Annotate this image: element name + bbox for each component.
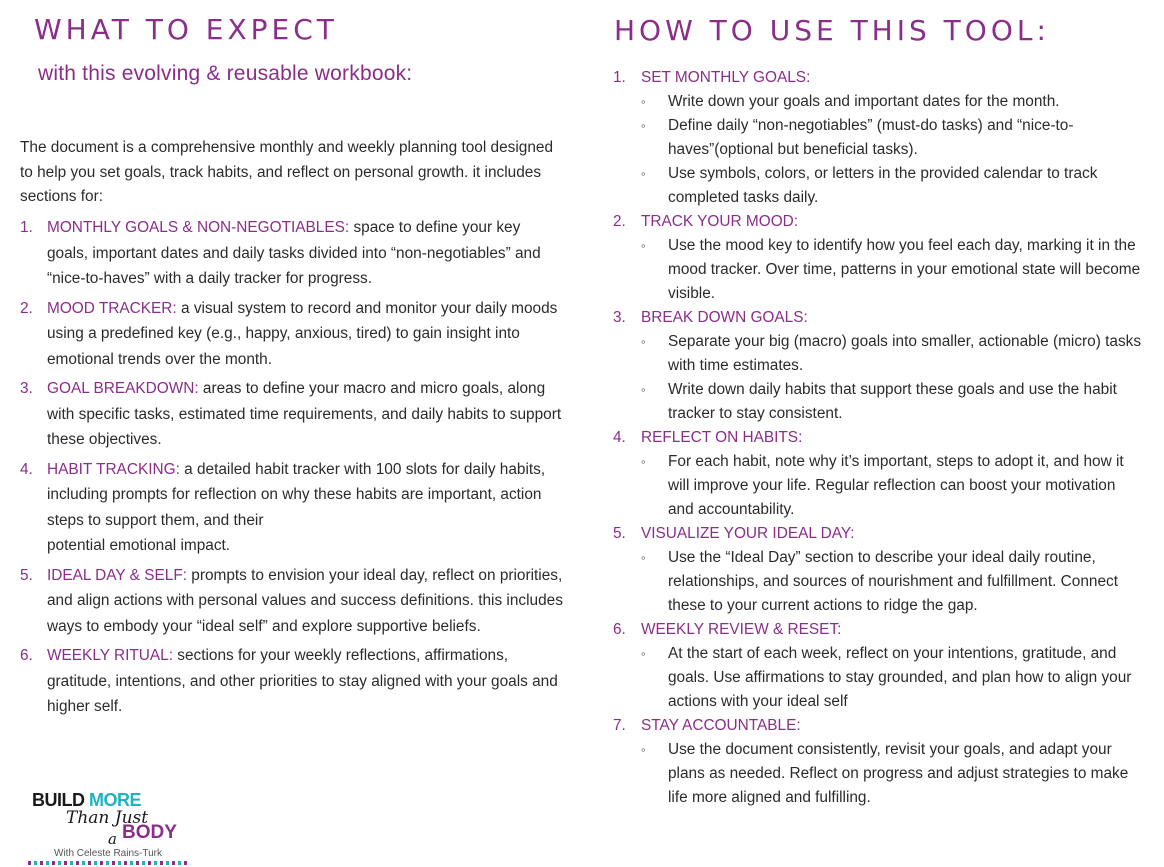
logo-than-just: Than Just <box>66 808 149 828</box>
logo-dots <box>28 861 188 865</box>
item-text-continued: potential emotional impact. <box>47 537 231 554</box>
item-title: MOOD TRACKER: <box>47 299 177 317</box>
bullet-icon: ◦ <box>641 742 646 757</box>
step-title: TRACK YOUR MOOD: <box>641 213 799 230</box>
workbook-subtitle: with this evolving & reusable workbook: <box>38 62 413 85</box>
item-text: areas to define your macro and micro goals, along with specific tasks, estimated time requirements, and daily habits to support these objectives. <box>47 380 562 448</box>
item-title: IDEAL DAY & SELF: <box>47 566 187 584</box>
item-text: a visual system to record and monitor your daily moods using a predefined key (e.g., happy, anxious, tired) to gain insight into emotional trends over the month. <box>47 299 558 368</box>
how-to-use-heading: HOW TO USE THIS TOOL: <box>614 14 1050 47</box>
list-item: 2. MOOD TRACKER: a visual system to record and monitor your daily moods using a predefined key (e.g., happy, anxious, tired) to gain insight into emotional trends over the month. <box>20 299 558 368</box>
step: 3. BREAK DOWN GOALS: ◦ Separate your big (macro) goals into smaller, actionable (micro) tasks with time estimates. ◦ Write down daily habits that support these goals and use the habit tracker to stay consistent. <box>613 306 1143 426</box>
item-title: WEEKLY RITUAL: <box>47 647 174 664</box>
step-bullet: ◦ Use symbols, colors, or letters in the provided calendar to track completed tasks daily. <box>613 162 1143 210</box>
step-title: VISUALIZE YOUR IDEAL DAY: <box>641 525 855 542</box>
logo-more: MORE <box>89 790 142 810</box>
step-bullet: ◦ At the start of each week, reflect on your intentions, gratitude, and goals. Use affirmations to stay grounded, and plan how to align your actions with your ideal self <box>613 642 1143 714</box>
bullet-icon: ◦ <box>641 166 646 181</box>
bullet-icon: ◦ <box>641 646 646 661</box>
step: 2. TRACK YOUR MOOD: ◦ Use the mood key to identify how you feel each day, marking it in the mood tracker. Over time, patterns in your emotional state will become visible. <box>613 210 1143 306</box>
list-item: 6. WEEKLY RITUAL: sections for your weekly reflections, affirmations, gratitude, intentions, and other priorities to stay aligned with your goals and higher self. <box>20 647 558 715</box>
step-title: SET MONTHLY GOALS: <box>641 69 811 86</box>
step: 5. VISUALIZE YOUR IDEAL DAY: ◦ Use the “Ideal Day” section to describe your ideal daily routine, relationships, and sources of nourishment and fulfillment. Connect these to your current actions to ridge the gap. <box>613 522 1143 618</box>
step-bullet: ◦ For each habit, note why it’s important, steps to adopt it, and how it will improve your life. Regular reflection can boost your motivation and accountability. <box>613 450 1143 522</box>
step-bullet: ◦ Use the document consistently, revisit your goals, and adapt your plans as needed. Reflect on progress and adjust strategies to make life more aligned and fulfilling. <box>613 738 1143 810</box>
step-bullet: ◦ Write down your goals and important dates for the month. <box>613 90 1143 114</box>
item-title: MONTHLY GOALS & NON-NEGOTIABLES: <box>47 219 350 236</box>
item-title: HABIT TRACKING: <box>47 460 180 478</box>
what-to-expect-heading: WHAT TO EXPECT <box>34 13 338 46</box>
list-item: 4. HABIT TRACKING: a detailed habit tracker with 100 slots for daily habits, including prompts for reflection on why these habits are important, action steps to support them, and their potential emotional impact. <box>20 460 546 554</box>
step-title: BREAK DOWN GOALS: <box>641 309 808 326</box>
item-title: GOAL BREAKDOWN: <box>47 380 199 397</box>
step-title: STAY ACCOUNTABLE: <box>641 717 801 734</box>
step: 4. REFLECT ON HABITS: ◦ For each habit, note why it’s important, steps to adopt it, and how it will improve your life. Regular reflection can boost your motivation and accountability. <box>613 426 1143 522</box>
logo-body: BODY <box>122 822 177 843</box>
item-text: space to define your key goals, important dates and daily tasks divided into “non-negotiables” and “nice-to-haves” with a daily tracker for progress. <box>47 219 541 287</box>
list-item: 3. GOAL BREAKDOWN: areas to define your macro and micro goals, along with specific tasks, estimated time requirements, and daily habits to support these objectives. <box>20 380 562 448</box>
bullet-icon: ◦ <box>641 454 646 469</box>
intro-paragraph: The document is a comprehensive monthly and weekly planning tool designed to help you set goals, track habits, and reflect on personal growth. it includes sections for: <box>20 139 554 205</box>
step-bullet: ◦ Use the mood key to identify how you feel each day, marking it in the mood tracker. Over time, patterns in your emotional state will become visible. <box>613 234 1143 306</box>
bullet-icon: ◦ <box>641 94 646 109</box>
bullet-icon: ◦ <box>641 238 646 253</box>
step-bullet: ◦ Define daily “non-negotiables” (must-do tasks) and “nice-to-haves”(optional but beneficial tasks). <box>613 114 1143 162</box>
logo-a: a <box>108 830 117 848</box>
steps-list <box>613 66 1143 810</box>
sections-list <box>20 215 565 724</box>
logo-with: With Celeste Rains-Turk <box>54 848 162 859</box>
brand-logo <box>26 788 196 867</box>
step: 7. STAY ACCOUNTABLE: ◦ Use the document consistently, revisit your goals, and adapt your plans as needed. Reflect on progress and adjust strategies to make life more aligned and fulfilling. <box>613 714 1143 810</box>
item-text: a detailed habit tracker with 100 slots for daily habits, including prompts for reflection on why these habits are important, action steps to support them, and their <box>47 460 546 529</box>
step: 1. SET MONTHLY GOALS: ◦ Write down your goals and important dates for the month. ◦ Define daily “non-negotiables” (must-do tasks) and “nice-to-haves”(optional but beneficial tasks). ◦ Use symbols, colors, or letters in the provided calendar to track completed tasks daily. <box>613 66 1143 210</box>
list-item: 5. IDEAL DAY & SELF: prompts to envision your ideal day, reflect on priorities, and align actions with personal values and success definitions. this includes ways to embody your “ideal self” and explore supportive beliefs. <box>20 566 563 635</box>
step-bullet: ◦ Write down daily habits that support these goals and use the habit tracker to stay consistent. <box>613 378 1143 426</box>
item-text: sections for your weekly reflections, affirmations, gratitude, intentions, and other priorities to stay aligned with your goals and higher self. <box>47 647 558 715</box>
step-bullet: ◦ Separate your big (macro) goals into smaller, actionable (micro) tasks with time estimates. <box>613 330 1143 378</box>
bullet-icon: ◦ <box>641 382 646 397</box>
list-item: 1. MONTHLY GOALS & NON-NEGOTIABLES: space to define your key goals, important dates and daily tasks divided into “non-negotiables” and “nice-to-haves” with a daily tracker for progress. <box>20 219 541 287</box>
step-title: REFLECT ON HABITS: <box>641 429 803 446</box>
logo-build: BUILD <box>32 790 85 810</box>
step-bullet: ◦ Use the “Ideal Day” section to describe your ideal daily routine, relationships, and sources of nourishment and fulfillment. Connect these to your current actions to ridge the gap. <box>613 546 1143 618</box>
item-text: prompts to envision your ideal day, reflect on priorities, and align actions with personal values and success definitions. this includes ways to embody your “ideal self” and explore supportive beliefs. <box>47 566 563 635</box>
bullet-icon: ◦ <box>641 550 646 565</box>
step-title: WEEKLY REVIEW & RESET: <box>641 621 842 638</box>
step: 6. WEEKLY REVIEW & RESET: ◦ At the start of each week, reflect on your intentions, gratitude, and goals. Use affirmations to stay grounded, and plan how to align your actions with your ideal self <box>613 618 1143 714</box>
bullet-icon: ◦ <box>641 118 646 133</box>
bullet-icon: ◦ <box>641 334 646 349</box>
